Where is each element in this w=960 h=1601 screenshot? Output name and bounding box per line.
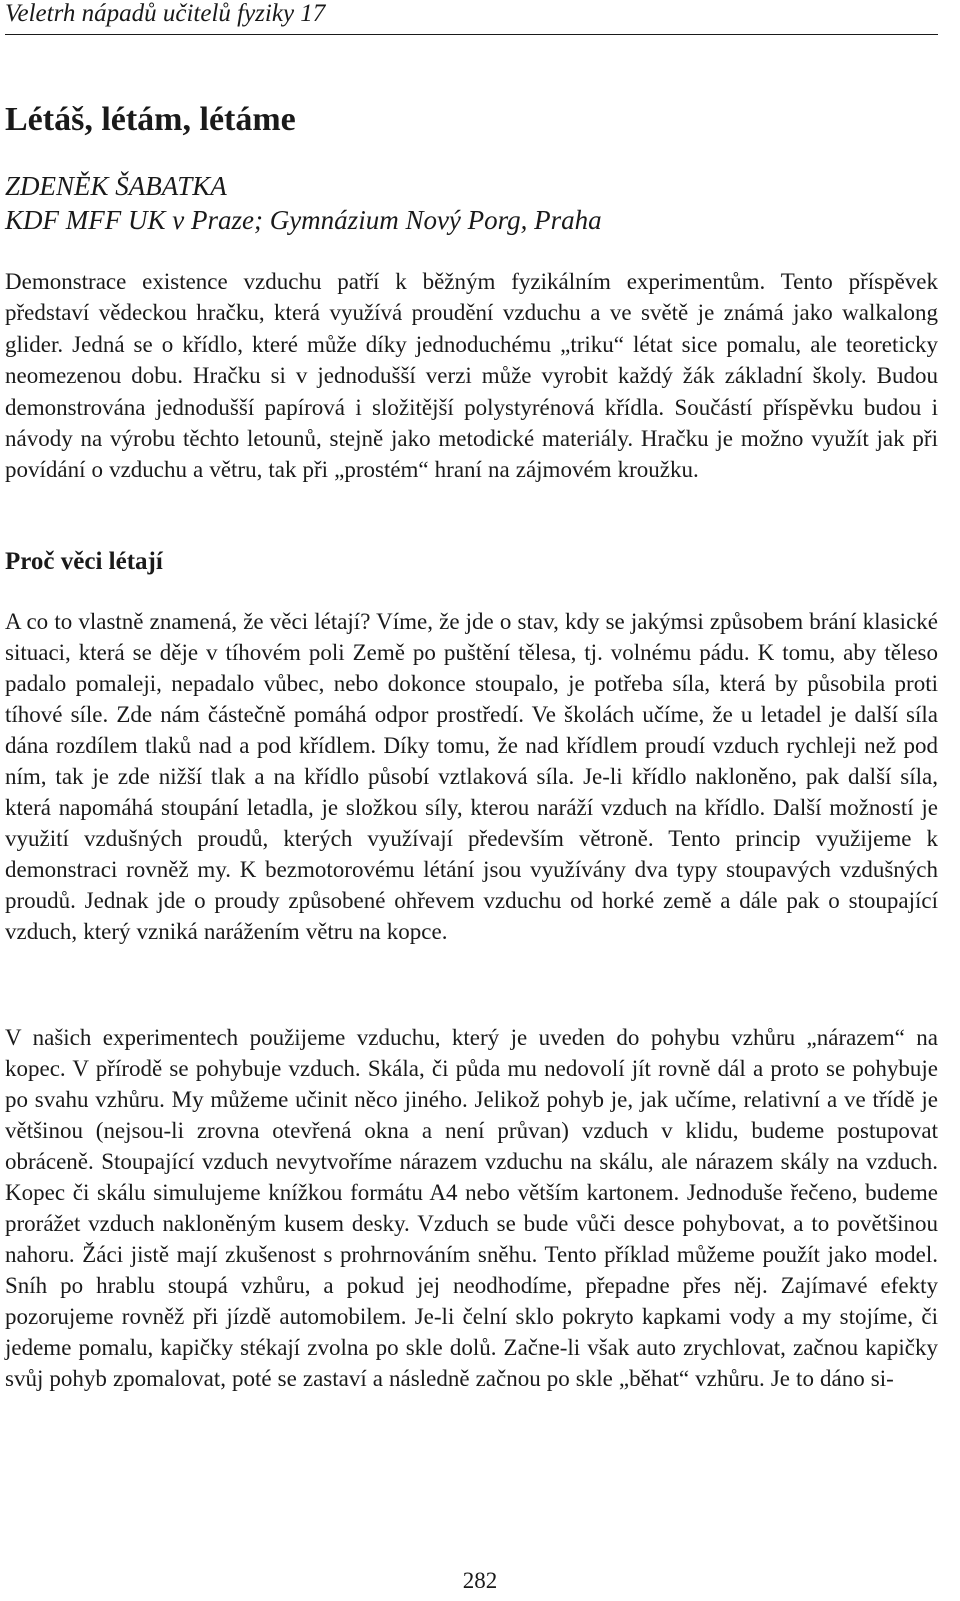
abstract <box>5 266 938 486</box>
page-number: 282 <box>462 1568 498 1593</box>
body-paragraph-2: V našich experimentech použijeme vzduchu, který je uveden do pohybu vzhůru „nárazem“ na kopec. V přírodě se pohybuje vzduch. Skála, či půda mu nedovolí jít rovně dál a proto se pohybuje po svahu vzhůru. My můžeme učinit něco jiného. Jelikož pohyb je, jak učíme, relativní a ve třídě je většinou (nejsou-li zrovna otevřená okna a není průvan) vzduch v klidu, budeme postupovat obráceně. Stoupající vzduch nevytvoříme nárazem vzduchu na skálu, ale nárazem skály na vzduch. Kopec či skálu simulujeme knížkou formátu A4 nebo větším kartonem. Jednoduše řečeno, budeme prorážet vzduch nakloněným kusem desky. Vzduch se bude vůči desce pohybovat, a to povětšinou nahoru. Žáci jistě mají zkušenost s prohrnováním sněhu. Tento příklad můžeme použít jako model. Sníh po hrablu stoupá vzhůru, a pokud jej neodhodíme, přepadne přes něj. Zajímavé efekty pozorujeme rovněž při jízdě automobilem. Je-li čelní sklo pokryto kapkami vody a my stojíme, či jedeme pomalu, kapičky stékají zvolna po skle dolů. Začne-li však auto zrychlovat, začnou kapičky svůj pohyb zpomalovat, poté se zastaví a následně začnou po skle „běhat“ vzhůru. Je to dáno si- <box>5 1025 938 1391</box>
author-affiliation: KDF MFF UK v Praze; Gymnázium Nový Porg, Praha <box>5 205 602 235</box>
abstract-paragraph: Demonstrace existence vzduchu patří k běžným fyzikálním experimentům. Tento příspěvek představí vědeckou hračku, která využívá proudění vzduchu a ve světě je známá jako walkalong glider. Jedná se o křídlo, které může díky jednoduchému „triku“ létat sice pomalu, ale teoreticky neomezenou dobu. Hračku si v jednodušší verzi může vyrobit každý žák základní školy. Budou demonstrována jednodušší papírová i složitější polystyrénová křídla. Součástí příspěvku budou i návody na výrobu těchto letounů, stejně jako metodické materiály. Hračku je možno využít jak při povídání o vzduchu a větru, tak při „prostém“ hraní na zájmovém kroužku. <box>5 269 938 483</box>
article-title: Létáš, létám, létáme <box>5 101 296 138</box>
body-section-2 <box>5 1022 938 1394</box>
running-header <box>5 0 938 35</box>
section-heading: Proč věci létají <box>5 548 163 575</box>
body-paragraph-1: A co to vlastně znamená, že věci létají? Víme, že jde o stav, kdy se jakýmsi způsobem brání klasické situaci, která se děje v tíhovém poli Země po puštění tělesa, tj. volnému pádu. K tomu, aby těleso padalo pomaleji, nepadalo vůbec, nebo dokonce stoupalo, je potřeba síla, která by působila proti tíhové síle. Zde nám částečně pomáhá odpor prostředí. Ve školách učíme, že u letadel je další síla dána rozdílem tlaků nad a pod křídlem. Díky tomu, že nad křídlem proudí vzduch rychleji než pod ním, tak je zde nižší tlak a na křídlo působí vztlaková síla. Je-li křídlo nakloněno, pak další síla, která napomáhá stoupání letadla, je složkou síly, kterou naráží vzduch na křídlo. Další možností je využití vzdušných proudů, kterých využívají především větroně. Tento princip využijeme k demonstraci rovněž my. K bezmotorovému létání jsou využívány dva typy stoupavých vzdušných proudů. Jednak jde o proudy způsobené ohřevem vzduchu od horké země a dále pak o stoupající vzduch, který vzniká narážením větru na kopce. <box>5 609 938 944</box>
author-block <box>5 169 602 237</box>
author-name: ZDENĚK ŠABATKA <box>5 171 227 201</box>
running-header-title: Veletrh nápadů učitelů fyziky 17 <box>5 0 326 27</box>
body-section-1 <box>5 606 938 947</box>
